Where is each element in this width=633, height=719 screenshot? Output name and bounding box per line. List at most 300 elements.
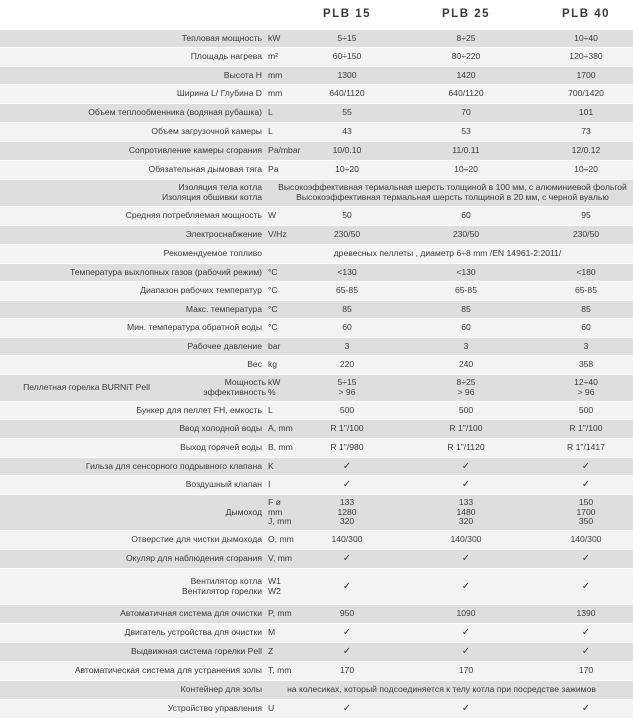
row-value-model-3: [541, 356, 631, 374]
row-value-model-1: [302, 104, 392, 122]
row-label: [0, 301, 262, 318]
check-mark: ✓: [461, 479, 471, 491]
row-value-text: 240: [458, 359, 474, 370]
table-row: [0, 180, 633, 207]
row-unit-text: I: [268, 479, 271, 490]
check-icon: [302, 550, 392, 568]
row-unit-text: A, mm: [268, 423, 293, 434]
table-row: [0, 662, 633, 681]
row-unit: mm: [268, 506, 283, 517]
row-label-line: Вентилятор горелки: [181, 585, 262, 596]
row-value-text: 170: [339, 665, 355, 676]
row-unit-text: °C: [268, 322, 278, 333]
row-value-line: 5÷15: [337, 377, 357, 388]
row-label-text: Автоматическая система для устранения золы: [74, 665, 262, 676]
row-label: [0, 245, 262, 263]
table-row: [0, 420, 633, 439]
row-label-text: Рабочее давление: [187, 340, 262, 351]
row-value-model-1: [302, 605, 392, 623]
table-row: [0, 356, 633, 375]
row-value-model-2: [421, 142, 511, 160]
check-icon: [421, 476, 511, 494]
row-value-text: 170: [458, 665, 474, 676]
row-value-model-3: [541, 207, 631, 225]
table-row: [0, 282, 633, 301]
row-value-model-2: [421, 605, 511, 623]
row-label: [0, 264, 262, 281]
row-value-text: 53: [461, 126, 471, 137]
row-unit: J, mm: [268, 516, 292, 527]
row-value-model-2: [421, 207, 511, 225]
row-unit: F ø: [268, 496, 281, 507]
row-label-text: Электроснабжение: [185, 229, 262, 240]
row-value-line: 12÷40: [574, 377, 598, 388]
row-unit-text: Pa: [268, 164, 279, 175]
row-value-model-2: [421, 282, 511, 300]
row-unit-text: °C: [268, 266, 278, 277]
row-unit-text: L: [268, 107, 273, 118]
row-value-model-1: [302, 495, 392, 530]
row-label-text: Высота Н: [223, 69, 262, 80]
row-value-text: 70: [461, 107, 471, 118]
row-label: [0, 605, 262, 623]
row-unit-text: L: [268, 404, 273, 415]
row-value-model-1: [302, 161, 392, 179]
row-label-line: Изоляция тела котла: [178, 182, 262, 193]
row-value-text: <130: [456, 266, 476, 277]
row-value-model-3: [541, 301, 631, 318]
check-icon: [541, 458, 631, 475]
check-icon: [421, 550, 511, 568]
row-value-model-1: [302, 319, 392, 337]
row-label: [0, 30, 262, 47]
row-value-model-1: [302, 338, 392, 355]
row-unit-text: T, mm: [268, 665, 292, 676]
table-row: [0, 85, 633, 104]
row-label-text: Вес: [247, 359, 262, 370]
row-value-model-3: [541, 142, 631, 160]
row-value-text: 1090: [456, 608, 476, 619]
row-label: [0, 439, 262, 457]
row-value-line: 1280: [337, 506, 357, 517]
row-value-model-2: [421, 531, 511, 549]
table-row: [0, 531, 633, 550]
row-value-text: 220: [339, 359, 355, 370]
row-value-text: <130: [337, 266, 357, 277]
check-icon: [302, 624, 392, 642]
row-value-text: 11/0.11: [452, 145, 480, 156]
row-label-text: Сопротивление камеры сгорания: [128, 145, 262, 156]
row-value-model-3: [541, 402, 631, 419]
row-value-model-3: [541, 338, 631, 355]
row-value-text: 640/1120: [329, 88, 365, 99]
row-label: [0, 207, 262, 225]
row-value-line: 133: [458, 496, 474, 507]
row-value-model-3: [541, 420, 631, 438]
row-value-text: 1300: [337, 69, 357, 80]
table-row: [0, 104, 633, 123]
row-label-text: Гильза для сенсорного подрывного клапана: [85, 460, 262, 471]
row-value-text: 640/1120: [448, 88, 484, 99]
row-sublabels: [203, 375, 266, 401]
row-label-text: Тепловая мощность: [181, 32, 262, 43]
row-unit-text: M: [268, 627, 276, 638]
row-value-line: > 96: [338, 387, 356, 397]
row-unit-text: P, mm: [268, 608, 292, 619]
row-label: [0, 356, 262, 374]
table-row: [0, 569, 633, 605]
row-value-text: 500: [458, 404, 474, 415]
check-mark: ✓: [581, 646, 591, 658]
row-label-text: Объем теплообменника (водяная рубашка): [88, 107, 262, 118]
check-mark: ✓: [342, 646, 352, 658]
row-value-text: 3: [463, 340, 469, 351]
row-label-text: Обязательная дымовая тяга: [148, 164, 262, 175]
check-mark: ✓: [581, 627, 591, 639]
row-value-model-1: [302, 356, 392, 374]
row-label-text: Мин. температура обратной воды: [127, 322, 262, 333]
row-label-text: Дымоход: [225, 506, 262, 517]
row-value-model-2: [421, 67, 511, 84]
row-label-text: Средняя потребляемая мощность: [125, 210, 262, 221]
check-mark: ✓: [581, 553, 591, 565]
check-icon: [541, 569, 631, 604]
table-row: [0, 301, 633, 319]
row-value-model-2: [421, 439, 511, 457]
row-label: [0, 643, 262, 661]
table-row: [0, 495, 633, 531]
row-label: [0, 662, 262, 680]
row-label: [0, 700, 262, 718]
row-unit-text: Z: [268, 646, 274, 657]
row-unit: %: [268, 387, 276, 397]
row-value-text: 950: [339, 608, 355, 619]
row-span-line: Высокоэффективная термальная шерсть толщиной в 20 мм, с черной вуалью: [296, 192, 609, 202]
row-label: [0, 180, 262, 206]
row-value-text: 85: [461, 303, 471, 314]
row-value-text: 55: [342, 107, 352, 118]
row-unit: W1: [268, 575, 281, 586]
row-value-model-1: [302, 226, 392, 244]
row-unit: W2: [268, 585, 281, 596]
check-mark: ✓: [342, 479, 352, 491]
row-value-text: 10÷40: [574, 32, 598, 43]
row-unit-text: L: [268, 126, 273, 137]
row-value-model-1: [302, 375, 392, 401]
row-value-text: 1700: [576, 69, 596, 80]
row-value-model-3: [541, 48, 631, 66]
row-value-text: 3: [344, 340, 350, 351]
check-mark: ✓: [342, 553, 352, 565]
row-label-text: Рекомендуемое топливо: [163, 248, 262, 259]
row-unit-text: mm: [268, 88, 283, 99]
row-value-model-2: [421, 375, 511, 401]
row-label: [0, 550, 262, 568]
table-row: [0, 700, 633, 719]
row-value-model-2: [421, 338, 511, 355]
row-label-text: Контейнер для золы: [180, 684, 262, 695]
check-icon: [541, 550, 631, 568]
row-value-model-3: [541, 282, 631, 300]
row-value-text: 3: [583, 340, 589, 351]
row-value-line: 8÷25: [456, 377, 476, 388]
check-mark: ✓: [581, 580, 591, 592]
row-value-text: 120÷380: [569, 51, 603, 62]
row-value-text: 700/1420: [568, 88, 604, 99]
row-label: [0, 104, 262, 122]
row-unit-text: m²: [268, 51, 279, 62]
check-mark: ✓: [342, 627, 352, 639]
row-value-model-3: [541, 67, 631, 84]
row-value-text: 10÷20: [454, 164, 478, 175]
row-value-model-1: [302, 207, 392, 225]
row-label: [0, 123, 262, 141]
row-value-model-1: [302, 402, 392, 419]
check-icon: [421, 643, 511, 661]
row-value-text: 65-85: [455, 285, 477, 296]
row-value-model-1: [302, 420, 392, 438]
spec-table: [0, 30, 633, 719]
table-row: [0, 624, 633, 643]
row-value-text: 500: [578, 404, 594, 415]
check-icon: [541, 700, 631, 718]
row-label-text: Двигатель устройства для очистки: [124, 627, 262, 638]
row-value-text: 230/50: [452, 229, 480, 240]
row-unit-text: bar: [268, 340, 281, 351]
check-icon: [541, 476, 631, 494]
row-label: [0, 420, 262, 438]
row-value-model-3: [541, 30, 631, 47]
row-value-text: 60: [342, 322, 352, 333]
row-value-model-3: [541, 531, 631, 549]
row-value-text: R 1"/1120: [447, 442, 485, 453]
check-icon: [302, 643, 392, 661]
row-value-model-2: [421, 85, 511, 103]
row-label: [0, 85, 262, 103]
model-header: [0, 0, 633, 30]
row-label-text: Объем загрузочной камеры: [151, 126, 262, 137]
check-icon: [541, 643, 631, 661]
row-label-text: Устройство управления: [167, 703, 262, 714]
row-value-model-2: [421, 226, 511, 244]
row-unit-text: O, mm: [268, 534, 294, 545]
table-row: [0, 439, 633, 458]
table-row: [0, 458, 633, 476]
table-row: [0, 123, 633, 142]
row-value-model-1: [302, 439, 392, 457]
row-value-model-1: [302, 301, 392, 318]
row-value-text: 5÷15: [337, 32, 357, 43]
row-label-text: Диапазон рабочих температур: [140, 285, 262, 296]
row-value-text: 8÷25: [456, 32, 476, 43]
row-unit-text: V/Hz: [268, 229, 287, 240]
row-value-text: R 1"/100: [449, 423, 483, 434]
row-value-text: 85: [342, 303, 352, 314]
row-label: [0, 319, 262, 337]
row-label-text: Пеллетная горелка BURNiT Pell: [23, 382, 150, 393]
table-row: [0, 681, 633, 700]
check-mark: ✓: [461, 553, 471, 565]
row-value-text: 230/50: [572, 229, 600, 240]
row-value-text: 358: [578, 359, 594, 370]
row-unit-text: V, mm: [268, 553, 293, 564]
check-icon: [541, 624, 631, 642]
row-label-line: Изоляция обшивки котла: [162, 192, 262, 202]
row-sublabel: Мощность: [224, 377, 266, 388]
row-unit-text: kW: [268, 32, 281, 43]
check-mark: ✓: [342, 460, 352, 472]
row-label-text: Температура выхлопных газов (рабочий режим): [69, 266, 262, 277]
row-value-text: 140/300: [570, 534, 602, 545]
check-mark: ✓: [581, 460, 591, 472]
row-value-text: 10÷20: [574, 164, 598, 175]
row-span-value: [262, 245, 633, 263]
row-label-text: Окуляр для наблюдения сгорания: [125, 553, 262, 564]
row-value-model-1: [302, 85, 392, 103]
row-label: [0, 458, 262, 475]
row-value-text: 50: [342, 210, 352, 221]
row-value-model-3: [541, 662, 631, 680]
row-value-text: 60: [581, 322, 591, 333]
row-label-line: Вентилятор котла: [190, 575, 262, 586]
row-span-value: [272, 180, 633, 206]
row-span-text: древесных пеллеты , диаметр 6÷8 mm /EN 14961-2:2011/: [333, 248, 562, 259]
row-value-model-1: [302, 142, 392, 160]
row-label-text: Выдвижная система горелки Pell: [131, 646, 262, 657]
row-value-model-3: [541, 319, 631, 337]
row-value-text: 65-85: [336, 285, 358, 296]
row-unit-text: B, mm: [268, 442, 293, 453]
row-value-model-2: [421, 495, 511, 530]
row-label-text: Отверстие для чистки дымохода: [131, 534, 262, 545]
row-value-text: 80÷220: [451, 51, 481, 62]
check-mark: ✓: [461, 703, 471, 715]
row-value-text: R 1"/100: [569, 423, 603, 434]
row-value-text: 85: [581, 303, 591, 314]
check-icon: [302, 458, 392, 475]
row-unit-text: W: [268, 210, 277, 221]
row-value-model-2: [421, 319, 511, 337]
check-mark: ✓: [581, 479, 591, 491]
check-icon: [421, 624, 511, 642]
table-row: [0, 48, 633, 67]
row-value-model-3: [541, 439, 631, 457]
row-label: [0, 161, 262, 179]
row-label-text: Площадь нагрева: [190, 51, 262, 62]
row-value-model-3: [541, 161, 631, 179]
table-row: [0, 643, 633, 662]
check-mark: ✓: [461, 460, 471, 472]
row-value-text: 95: [581, 210, 591, 221]
row-value-model-2: [421, 161, 511, 179]
row-unit-text: U: [268, 703, 275, 714]
row-value-text: 10÷20: [335, 164, 359, 175]
row-value-model-2: [421, 104, 511, 122]
row-unit: kW: [268, 377, 281, 388]
table-row: [0, 264, 633, 282]
row-label-text: Автоматичная система для очистки: [120, 608, 262, 619]
row-label: [0, 338, 262, 355]
row-value-model-3: [541, 226, 631, 244]
row-value-model-3: [541, 123, 631, 141]
model-plb40: PLB 40: [562, 8, 610, 20]
row-unit-text: Pa/mbar: [268, 145, 301, 156]
row-value-text: 10/0.10: [332, 145, 362, 156]
row-unit-text: mm: [268, 69, 283, 80]
row-value-model-2: [421, 356, 511, 374]
row-value-line: 1480: [456, 506, 476, 517]
row-value-line: 133: [339, 496, 355, 507]
row-value-text: 140/300: [450, 534, 482, 545]
row-value-text: 500: [339, 404, 355, 415]
row-value-text: 140/300: [331, 534, 363, 545]
row-value-text: 60: [461, 210, 471, 221]
row-unit-text: kg: [268, 359, 278, 370]
row-value-text: 43: [342, 126, 352, 137]
row-label: [0, 402, 262, 419]
model-plb25: PLB 25: [442, 8, 490, 20]
row-value-model-1: [302, 30, 392, 47]
row-value-model-2: [421, 123, 511, 141]
row-value-text: 12/0.12: [571, 145, 601, 156]
table-row: [0, 67, 633, 85]
check-mark: ✓: [342, 580, 352, 592]
row-label: [0, 226, 262, 244]
row-unit-text: °C: [268, 285, 278, 296]
row-label-text: Воздушный клапан: [185, 479, 262, 490]
row-value-model-3: [541, 264, 631, 281]
row-value-line: 320: [339, 516, 355, 527]
check-icon: [421, 569, 511, 604]
check-mark: ✓: [461, 646, 471, 658]
row-label: [0, 48, 262, 66]
check-mark: ✓: [342, 703, 352, 715]
row-label: [0, 624, 262, 642]
table-row: [0, 319, 633, 338]
row-value-model-3: [541, 85, 631, 103]
check-icon: [302, 700, 392, 718]
row-label: [0, 142, 262, 160]
row-value-text: 101: [578, 107, 594, 118]
table-row: [0, 550, 633, 569]
table-row: [0, 207, 633, 226]
check-icon: [302, 476, 392, 494]
row-value-model-2: [421, 264, 511, 281]
table-row: [0, 226, 633, 245]
row-value-model-1: [302, 282, 392, 300]
table-row: [0, 245, 633, 264]
row-label: [0, 495, 262, 530]
row-value-text: 1420: [456, 69, 476, 80]
row-value-text: R 1"/1417: [567, 442, 605, 453]
row-value-text: 60: [461, 322, 471, 333]
row-value-line: 150: [578, 496, 594, 507]
row-label: [0, 569, 262, 604]
table-row: [0, 30, 633, 48]
row-value-line: > 96: [457, 387, 475, 397]
row-value-text: R 1"/980: [330, 442, 364, 453]
row-value-model-1: [302, 662, 392, 680]
row-label-text: Бункер для пеллет FH, емкость: [136, 404, 262, 415]
row-label: [0, 282, 262, 300]
row-value-model-1: [302, 264, 392, 281]
row-value-model-2: [421, 420, 511, 438]
row-value-model-3: [541, 104, 631, 122]
row-label: [0, 67, 262, 84]
table-row: [0, 142, 633, 161]
row-value-line: 350: [578, 516, 594, 527]
table-row: [0, 375, 633, 402]
